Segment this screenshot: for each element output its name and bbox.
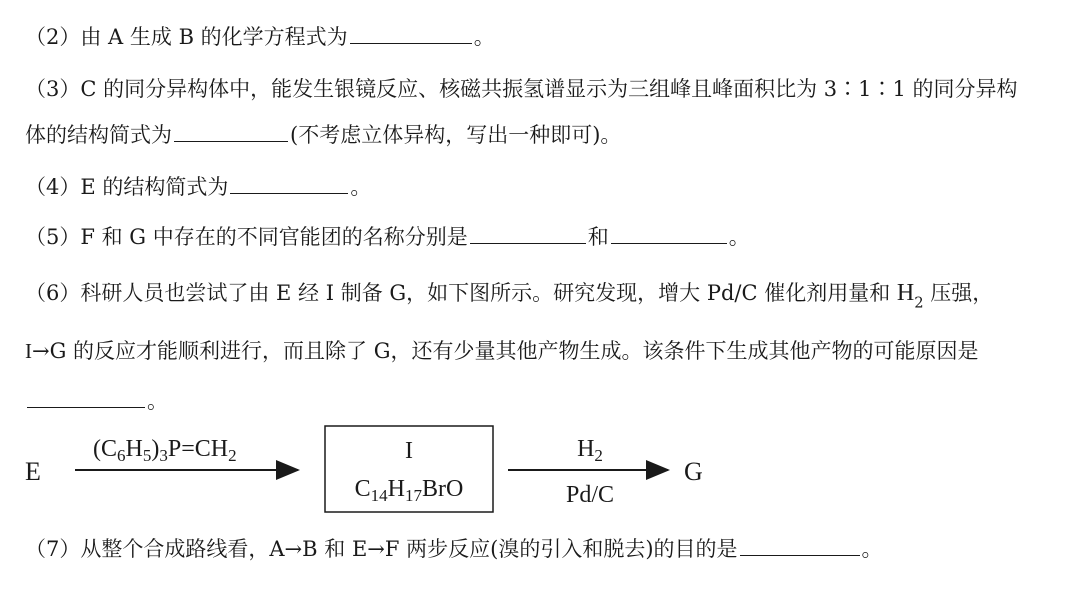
answer-blank[interactable] bbox=[470, 223, 586, 244]
answer-blank[interactable] bbox=[350, 23, 472, 44]
wittig-reagent: $(C_6H_5)_3P=CH_2$ bbox=[93, 436, 237, 465]
question-3-continued: 体的结构简式为 (不考虑立体异构，写出一种即可)。 bbox=[25, 123, 622, 147]
intermediate-label: I bbox=[405, 438, 413, 464]
hydrogen-reagent: $H_2$ bbox=[577, 436, 603, 465]
right-arrow-icon: → bbox=[32, 339, 50, 363]
answer-blank[interactable] bbox=[27, 387, 145, 408]
right-arrow-icon: → bbox=[284, 537, 303, 561]
answer-blank[interactable] bbox=[230, 173, 348, 194]
right-arrow-icon: → bbox=[367, 537, 385, 561]
question-6: （6）科研人员也尝试了由 E 经 I 制备 G，如下图所示。研究发现，增大 Pd/C 催化剂用量和 $H_2$ 压强， bbox=[25, 280, 994, 312]
question-6-continued: I→G 的反应才能顺利进行，而且除了 G，还有少量其他产物生成。该条件下生成其他产物的可能原因是 bbox=[25, 339, 979, 363]
compound-e: E bbox=[25, 457, 41, 486]
question-3: （3）C 的同分异构体中，能发生银镜反应、核磁共振氢谱显示为三组峰且峰面积比为 3∶1∶1 的同分异构 bbox=[25, 77, 1018, 101]
question-7: （7）从整个合成路线看，A→B 和 E→F 两步反应(溴的引入和脱去)的目的是 。 bbox=[25, 537, 883, 561]
answer-blank[interactable] bbox=[611, 223, 727, 244]
reaction-scheme bbox=[0, 418, 1080, 530]
answer-blank[interactable] bbox=[174, 121, 288, 142]
question-4: （4）E 的结构简式为 。 bbox=[25, 175, 372, 199]
question-2: （2）由 A 生成 B 的化学方程式为 。 bbox=[25, 25, 495, 49]
answer-blank[interactable] bbox=[740, 535, 860, 556]
question-6-blank-line: 。 bbox=[25, 386, 168, 416]
intermediate-formula: $C_{14}H_{17}BrO$ bbox=[354, 476, 464, 505]
compound-g: G bbox=[684, 457, 703, 486]
catalyst-label: Pd/C bbox=[565, 482, 615, 508]
question-5: （5）F 和 G 中存在的不同官能团的名称分别是 和 。 bbox=[25, 225, 750, 249]
